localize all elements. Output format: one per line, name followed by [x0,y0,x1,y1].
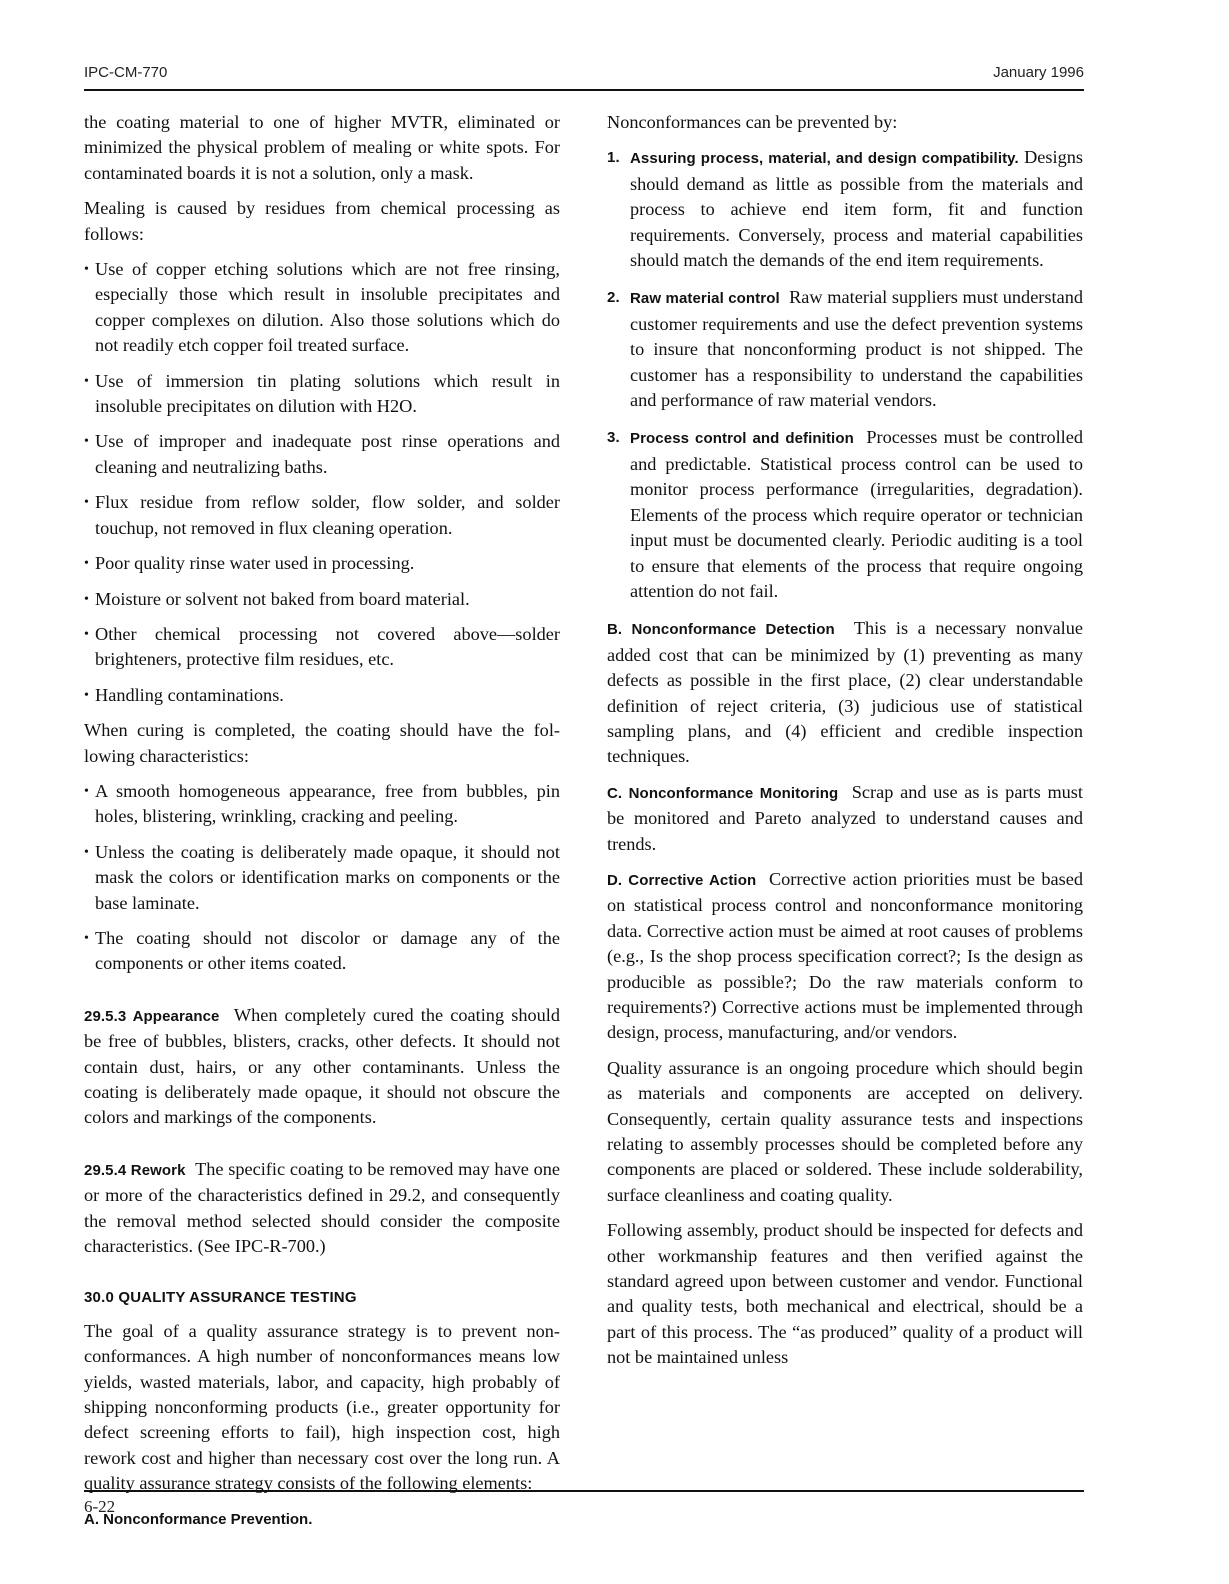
prevention-intro: Nonconformances can be prevented by: [607,112,898,132]
subsection-b [607,616,1083,769]
prevention-list [607,145,1083,604]
paragraph-following-assembly: Following assembly, product should be inspected for defects and other workmanship features and then verified against the standard agreed upon between customer and vendor. Functional and quality tests, both mechanical and electrical, should be a part of this process. The “as produced” quality of a product will not be maintained unless [607,1220,1083,1368]
list-item [607,285,1083,413]
list-item: • Use of copper etching solutions which are not free rinsing, especially those which result in insoluble precipitates and copper complexes on dilution. Also those solutions which do not readily etch copper foil treated surface. [84,257,560,359]
subsection-body: Corrective action priorities must be based on statistical process control and nonconformance monitoring data. Corrective action must be aimed at root causes of problems (e.g., Is the shop process specification correct?; Is the design as producible as possible?; Do the raw materials conform to requirements?) Corrective actions must be implemented through design, process, manufacturing, and/or vendors. [607,868,1083,1043]
list-item: • Handling contaminations. [84,683,560,708]
item-body: Processes must be controlled and predictable. Statistical process control can be used to monitor process performance (irregularities, degradation). Elements of the process which require operator or technician input must be documented clearly. Periodic auditing is a tool to ensure that elements of the process that require ongoing attention do not fail. [630,427,1084,601]
right-column [607,110,1083,1381]
subsection-body: This is a necessary nonvalue added cost that can be minimized by (1) preventing as many defects as possible in the first place, (2) clear understandable definition of reject criteria, (3) judicious use of statistical sampling plans, and (4) efficient and credible inspection techniques. [607,618,1083,767]
list-item: • The coating should not discolor or damage any of the components or other items coated. [84,926,560,977]
list-item [607,425,1083,604]
section-heading: 29.5.4 Rework [84,1161,186,1179]
subsection-heading: D. Corrective Action [607,871,757,889]
item-title: Assuring process, material, and design compatibility. [630,150,1019,168]
subsection-heading: B. Nonconformance Detection [607,621,835,639]
curing-characteristics-list [84,779,560,977]
section-29-5-4 [84,1157,560,1260]
subsection-c [607,780,1083,857]
subsection-body: Scrap and use as is parts must be monitored and Pareto analyzed to understand causes and trends. [607,781,1083,854]
paragraph-curing-intro: When curing is completed, the coating should have the following characteristics: [84,720,560,766]
item-body: Raw material suppliers must understand customer requirements and use the defect prevention systems to insure that nonconforming product is not shipped. The customer has a responsibility to understand the capabilities and performance of raw material vendors. [630,287,1083,411]
item-body: Designs should demand as little as possible from the materials and process to achieve end item form, fit and function requirements. Conversely, process and material capabilities should match the demands of the end item requirements. [630,147,1083,271]
list-item: • Use of immersion tin plating solutions which result in insoluble precipitates on dilution with H2O. [84,369,560,420]
section-body: The specific coating to be removed may have one or more of the characteristics defined in 29.2, and consequently the removal method selected should consider the composite characteristics. (See IPC-R-700.) [84,1158,560,1257]
section-29-5-3 [84,1003,560,1131]
item-title: Process control and definition [630,430,854,448]
section-body: When completely cured the coating should be free of bubbles, blisters, cracks, other defects. It should not contain dust, hairs, or any other contaminants. Unless the coating is deliberately made opaque, it should not obscure the colors and markings of the components. [84,1004,560,1128]
section-30-0-body: The goal of a quality assurance strategy is to prevent nonconformances. A high number of nonconformances means low yields, wasted materials, labor, and capacity, high probably of shipping nonconforming products (i.e., greater opportunity for defect screening efforts to fail), high inspection cost, high rework cost and higher than necessary cost over the long run. A quality assurance strategy consists of the following elements: [84,1320,560,1494]
footer-rule [84,1490,1084,1492]
list-item: • Use of improper and inadequate post rinse operations and cleaning and neutralizing baths. [84,429,560,480]
paragraph-mealing-intro: Mealing is caused by residues from chemical processing as follows: [84,198,560,244]
running-header [84,64,1084,81]
list-item: • A smooth homogeneous appearance, free from bubbles, pin holes, blistering, wrinkling, cracking and peeling. [84,779,560,830]
subsection-a-heading: A. Nonconformance Prevention. [84,1510,313,1528]
list-item: • Moisture or solvent not baked from board material. [84,587,560,612]
list-item [607,145,1083,273]
item-number: 2. [607,289,620,307]
document-date: January 1996 [993,64,1084,81]
item-number: 3. [607,429,620,447]
list-item: • Flux residue from reflow solder, flow solder, and solder touchup, not removed in flux cleaning operation. [84,490,560,541]
section-30-0-heading: 30.0 QUALITY ASSURANCE TESTING [84,1289,357,1307]
left-column [84,110,560,1532]
subsection-d [607,867,1083,1046]
document-id: IPC-CM-770 [84,64,168,81]
mealing-causes-list [84,257,560,708]
paragraph-mvtr: the coating material to one of higher MVTR, eliminated or minimized the physical problem of mealing or white spots. For contaminated boards it is not a solution, only a mask. [84,112,560,183]
list-item: • Poor quality rinse water used in processing. [84,551,560,576]
list-item: • Unless the coating is deliberately made opaque, it should not mask the colors or identification marks on components or the base laminate. [84,840,560,916]
list-item: • Other chemical processing not covered above—solder brighteners, protective film residues, etc. [84,622,560,673]
header-rule [84,89,1084,91]
section-heading: 29.5.3 Appearance [84,1007,220,1025]
item-title: Raw material control [630,290,780,308]
paragraph-qa-ongoing: Quality assurance is an ongoing procedure which should begin as materials and components are accepted on delivery. Consequently, certain quality assurance tests and inspections relating to assembly processes should be completed before any components are placed or soldered. These include solderability, surface cleanliness and coating quality. [607,1057,1083,1205]
document-page [84,0,1084,1584]
item-number: 1. [607,149,620,167]
subsection-heading: C. Nonconformance Monitoring [607,784,839,802]
page-number: 6-22 [84,1497,116,1516]
